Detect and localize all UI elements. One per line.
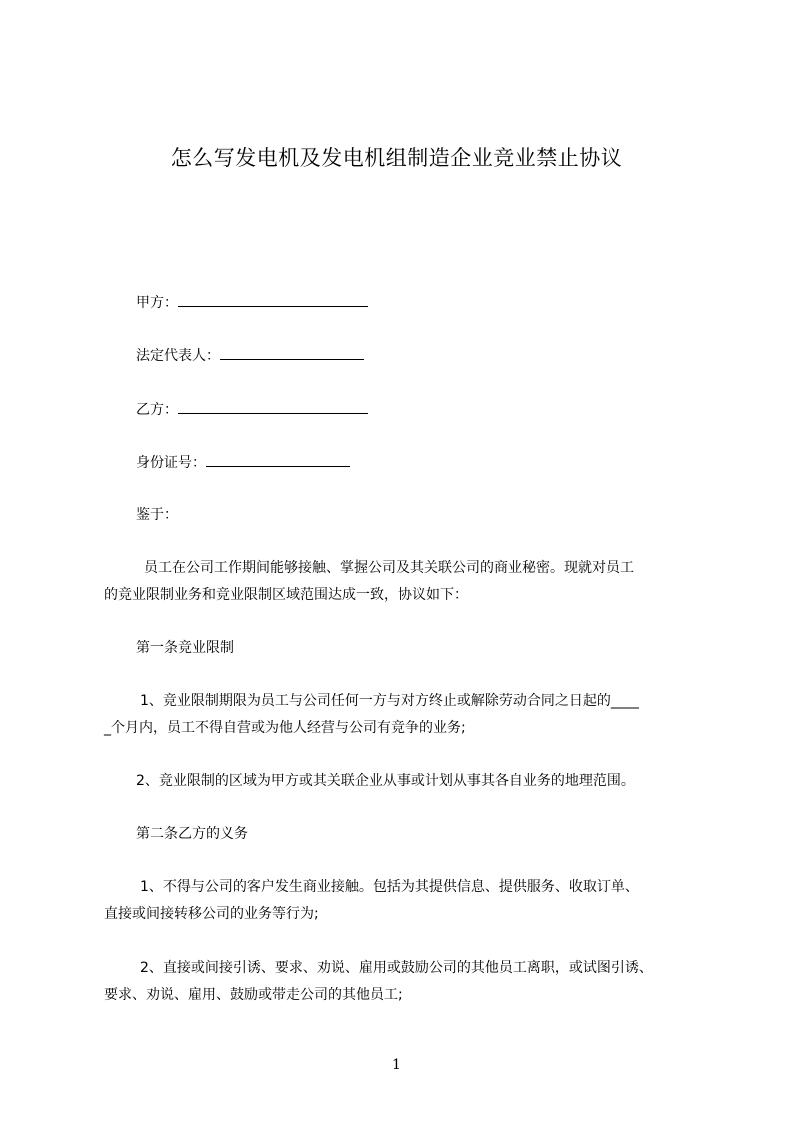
party-b-label: 乙方： — [136, 402, 178, 418]
article-1-clause-2: 2、竞业限制的区域为甲方或其关联企业从事或计划从事其各自业务的地理范围。 — [136, 773, 635, 789]
article-2-clause-1-line-1: 1、不得与公司的客户发生商业接触。包括为其提供信息、提供服务、收取订单、 — [140, 879, 639, 895]
id-number-label: 身份证号： — [136, 455, 206, 471]
party-a-label: 甲方： — [136, 295, 178, 311]
article-1-clause-1-line-1: 1、竞业限制期限为员工与公司任何一方与对方终止或解除劳动合同之日起的____ — [140, 693, 639, 709]
page-number: 1 — [392, 1057, 401, 1073]
article-2-heading: 第二条乙方的义务 — [136, 826, 248, 842]
party-a-field — [136, 292, 368, 313]
article-2-clause-2-line-1: 2、直接或间接引诱、要求、劝说、雇用或鼓励公司的其他员工离职，或试图引诱、 — [140, 960, 653, 976]
article-1-clause-1-line-2: _个月内，员工不得自营或为他人经营与公司有竞争的业务; — [104, 720, 466, 736]
legal-rep-field — [136, 345, 364, 366]
id-number-blank — [206, 452, 350, 467]
party-a-blank — [178, 292, 368, 307]
party-b-field — [136, 399, 368, 420]
document-title: 怎么写发电机及发电机组制造企业竞业禁止协议 — [170, 146, 623, 170]
party-b-blank — [178, 399, 368, 414]
article-1-heading: 第一条竞业限制 — [136, 640, 234, 656]
id-number-field — [136, 452, 350, 473]
article-2-clause-2-line-2: 要求、劝说、雇用、鼓励或带走公司的其他员工; — [104, 987, 403, 1003]
legal-rep-blank — [220, 345, 364, 360]
article-2-clause-1-line-2: 直接或间接转移公司的业务等行为; — [104, 906, 319, 922]
whereas-label: 鉴于： — [136, 507, 178, 523]
intro-line-1: 员工在公司工作期间能够接触、掌握公司及其关联公司的商业秘密。现就对员工 — [144, 560, 634, 576]
intro-line-2: 的竞业限制业务和竞业限制区域范围达成一致，协议如下： — [104, 587, 468, 603]
legal-rep-label: 法定代表人： — [136, 348, 220, 364]
